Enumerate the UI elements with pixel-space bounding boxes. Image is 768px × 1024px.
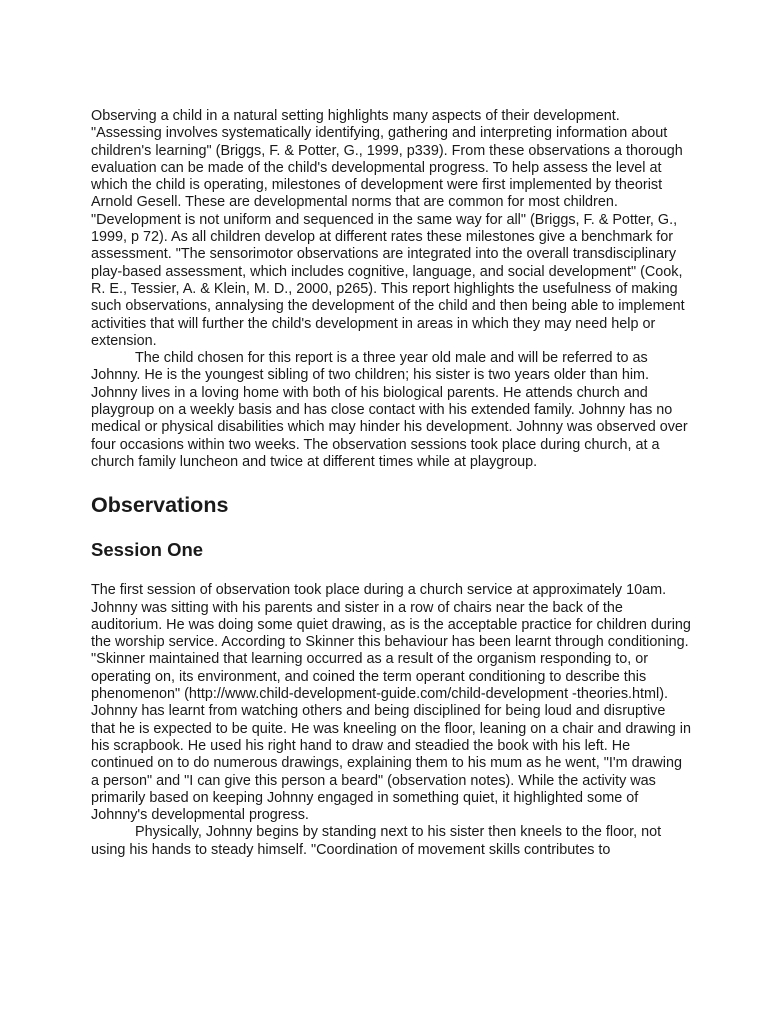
document-page xyxy=(91,108,691,859)
session-one-paragraph: The first session of observation took place during a church service at approximately 10am. Johnny was sitting with his parents and sister in a row of chairs near the back of the auditorium. He was doing some quiet drawing, as is the acceptable practice for children during the worship service. According to Skinner this behaviour has been learnt through conditioning. "Skinner maintained that learning occurred as a result of the organism responding to, or operating on, its environment, and coined the term operant conditioning to describe this phenomenon" (http://www.child-development-guide.com/child-development -theories.html). Johnny has learnt from watching others and being disciplined for being loud and disruptive that he is expected to be quite. He was kneeling on the floor, leaning on a chair and drawing in his scrapbook. He used his right hand to draw and steadied the book with his left. He continued on to do numerous drawings, explaining them to his mum as he went, "I'm drawing a person" and "I can give this person a beard" (observation notes). While the activity was primarily based on keeping Johnny engaged in something quiet, it highlighted some of Johnny's developmental progress. xyxy=(91,582,692,824)
intro-paragraph-child-description: The child chosen for this report is a three year old male and will be referred to as Johnny. He is the youngest sibling of two children; his sister is two years older than him. Johnny lives in a loving home with both of his biological parents. He attends church and playgroup on a weekly basis and has close contact with his extended family. Johnny has no medical or physical disabilities which may hinder his development. Johnny was observed over four occasions within two weeks. The observation sessions took place during church, at a church family luncheon and twice at different times while at playgroup. xyxy=(91,350,688,470)
intro-paragraph: Observing a child in a natural setting highlights many aspects of their development. "Assessing involves systematically identifying, gathering and interpreting information about children's learning" (Briggs, F. & Potter, G., 1999, p339). From these observations a thorough evaluation can be made of the child's developmental progress. To help assess the level at which the child is operating, milestones of development were first implemented by theorist Arnold Gesell. These are developmental norms that are common for most children. "Development is not uniform and sequenced in the same way for all" (Briggs, F. & Potter, G., 1999, p 72). As all children develop at different rates these milestones give a benchmark for assessment. "The sensorimotor observations are integrated into the overall transdisciplinary play-based assessment, which includes cognitive, language, and social development" (Cook, R. E., Tessier, A. & Klein, M. D., 2000, p265). This report highlights the usefulness of making such observations, annalysing the development of the child and then being able to implement activities that will further the child's development in areas in which they may need help or extension. xyxy=(91,108,685,349)
session-one-physical-paragraph: Physically, Johnny begins by standing next to his sister then kneels to the floor, not using his hands to steady himself. "Coordination of movement skills contributes to xyxy=(91,824,662,858)
session-one-heading: Session One xyxy=(91,539,204,561)
observations-heading: Observations xyxy=(91,493,229,518)
